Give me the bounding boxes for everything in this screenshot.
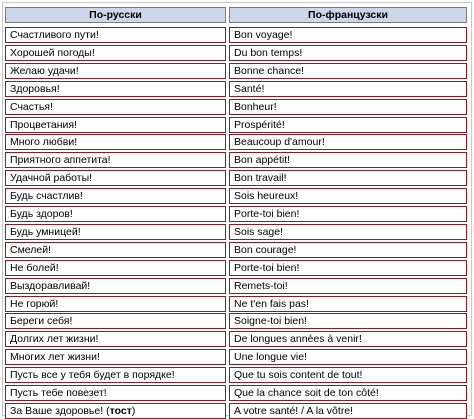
cell-french: De longues années à venir! xyxy=(229,331,467,347)
cell-russian xyxy=(5,296,226,312)
cell-french: Bonheur! xyxy=(229,99,467,115)
cell-french: Beaucoup d'amour! xyxy=(229,134,467,150)
cell-french: Porte-toi bien! xyxy=(229,260,467,276)
cell-french: Remets-toi! xyxy=(229,278,467,294)
cell-russian xyxy=(5,99,226,115)
russian-phrase: Счастливого пути! xyxy=(10,29,99,41)
russian-phrase: Удачной работы! xyxy=(10,172,93,185)
cell-french: Santé! xyxy=(229,81,467,97)
russian-phrase: Желаю удачи! xyxy=(10,64,79,77)
russian-phrase: Счастья! xyxy=(10,100,53,113)
cell-russian xyxy=(5,206,226,222)
cell-french: Du bon temps! xyxy=(229,45,467,61)
cell-russian xyxy=(5,152,226,168)
cell-french: Ne t'en fais pas! xyxy=(229,296,467,312)
cell-french: Soigne-toi bien! xyxy=(229,313,467,329)
cell-russian xyxy=(5,385,226,401)
cell-russian xyxy=(5,242,226,258)
cell-french: Que tu sois content de tout! xyxy=(229,367,467,383)
russian-phrase: Смелей! xyxy=(10,243,52,256)
russian-phrase: Береги себя! xyxy=(10,315,73,328)
table-header xyxy=(5,7,467,23)
cell-french: Prospérité! xyxy=(229,117,467,133)
russian-phrase: Хорошей погоды! xyxy=(10,46,95,59)
cell-russian xyxy=(5,331,226,347)
cell-russian xyxy=(5,278,226,294)
cell-russian xyxy=(5,134,226,150)
russian-phrase: Пусть тебе повезет! xyxy=(10,387,107,399)
cell-russian xyxy=(5,349,226,365)
cell-russian xyxy=(5,367,226,383)
header-russian: По-русски xyxy=(5,7,226,23)
cell-french: A votre santé! / A la vôtre! xyxy=(229,403,467,419)
cell-russian: За Ваше здоровье! (тост) xyxy=(5,403,226,419)
cell-russian xyxy=(5,27,226,43)
note-bold: тост xyxy=(109,404,132,417)
cell-french: Sois heureux! xyxy=(229,188,467,204)
cell-russian xyxy=(5,63,226,79)
russian-phrase: За Ваше здоровье! xyxy=(10,404,104,417)
russian-phrase: Процветания! xyxy=(10,118,77,131)
cell-french: Porte-toi bien! xyxy=(229,206,467,222)
russian-phrase: Много любви! xyxy=(10,136,78,149)
russian-phrase: Пусть все у тебя будет в порядке! xyxy=(10,369,175,382)
cell-french: Bon appétit! xyxy=(229,152,467,168)
russian-phrase: Будь умницей! xyxy=(10,225,81,238)
russian-phrase: Здоровья! xyxy=(10,82,60,95)
cell-russian xyxy=(5,260,226,276)
russian-phrase: Не болей! xyxy=(10,261,59,274)
russian-phrase: Многих лет жизни! xyxy=(10,351,100,364)
phrase-table xyxy=(2,2,472,416)
cell-russian xyxy=(5,117,226,133)
russian-phrase: Долгих лет жизни! xyxy=(10,333,99,346)
cell-french: Une longue vie! xyxy=(229,349,467,365)
russian-phrase: Выздоравливай! xyxy=(10,279,91,292)
cell-russian xyxy=(5,188,226,204)
cell-french: Bon courage! xyxy=(229,242,467,258)
cell-french: Sois sage! xyxy=(229,224,467,240)
russian-phrase: Приятного аппетита! xyxy=(10,154,111,167)
cell-russian xyxy=(5,81,226,97)
cell-french: Que la chance soit de ton côté! xyxy=(229,385,467,401)
header-french: По-французски xyxy=(229,7,467,23)
russian-phrase: Будь здоров! xyxy=(10,208,73,220)
cell-russian xyxy=(5,224,226,240)
russian-phrase: Будь счастлив! xyxy=(10,190,83,203)
cell-russian xyxy=(5,313,226,329)
cell-russian xyxy=(5,45,226,61)
russian-phrase: Не горюй! xyxy=(10,297,59,310)
cell-french: Bon travail! xyxy=(229,170,467,186)
cell-french: Bonne chance! xyxy=(229,63,467,79)
cell-russian xyxy=(5,170,226,186)
cell-french: Bon voyage! xyxy=(229,27,467,43)
